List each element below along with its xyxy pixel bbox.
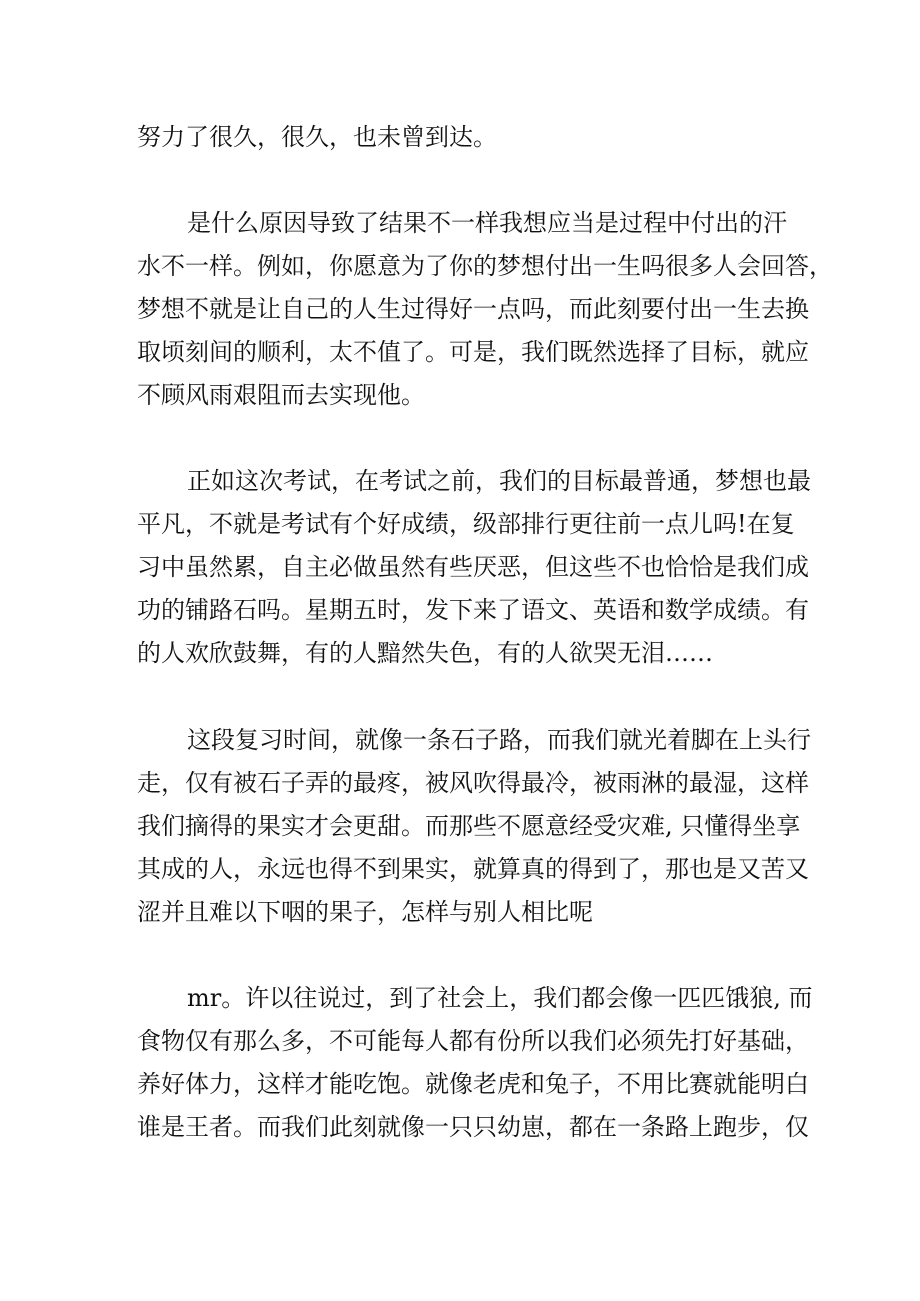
- paragraph-1: [137, 116, 787, 159]
- paragraph-line: 我们摘得的果实才会更甜。而那些不愿意经受灾难, 只懂得坐享: [137, 812, 801, 840]
- paragraph-line: 平凡，不就是考试有个好成绩，级部排行更往前一点儿吗!在复: [137, 510, 795, 538]
- paragraph-line: 的人欢欣鼓舞，有的人黯然失色，有的人欲哭无泪……: [137, 639, 713, 667]
- paragraph-line: 这段复习时间，就像一条石子路，而我们就光着脚在上头行: [187, 726, 811, 754]
- paragraph-2: [137, 202, 833, 417]
- paragraph-line: 正如这次考试，在考试之前，我们的目标最普通，梦想也最: [187, 467, 811, 495]
- paragraph-line: 走，仅有被石子弄的最疼，被风吹得最冷，被雨淋的最湿，这样: [137, 769, 809, 797]
- paragraph-3: [137, 460, 811, 675]
- paragraph-line: 其成的人，永远也得不到果实，就算真的得到了，那也是又苦又: [137, 855, 809, 883]
- paragraph-line: 水不一样。例如，你愿意为了你的梦想付出一生吗很多人会回答，: [137, 252, 833, 280]
- paragraph-line: 梦想不就是让自己的人生过得好一点吗，而此刻要付出一生去换: [137, 295, 809, 323]
- paragraph-line: 养好体力，这样才能吃饱。就像老虎和兔子，不用比赛就能明白: [137, 1070, 809, 1098]
- paragraph-line: 功的铺路石吗。星期五时，发下来了语文、英语和数学成绩。有: [137, 596, 809, 624]
- paragraph-line: 习中虽然累，自主必做虽然有些厌恶，但这些不也恰恰是我们成: [137, 553, 809, 581]
- paragraph-5: [137, 977, 813, 1149]
- paragraph-line: 取顷刻间的顺利，太不值了。可是，我们既然选择了目标，就应: [137, 338, 809, 366]
- paragraph-line: 不顾风雨艰阻而去实现他。: [137, 381, 425, 409]
- paragraph-line: 努力了很久，很久，也未曾到达。: [137, 123, 497, 151]
- paragraph-line: 是什么原因导致了结果不一样我想应当是过程中付出的汗: [187, 209, 787, 237]
- paragraph-line: 谁是王者。而我们此刻就像一只只幼崽，都在一条路上跑步，仅: [137, 1113, 809, 1141]
- paragraph-line: 涩并且难以下咽的果子，怎样与别人相比呢: [137, 898, 593, 926]
- paragraph-line: 食物仅有那么多，不可能每人都有份所以我们必须先打好基础，: [137, 1027, 809, 1055]
- paragraph-4: [137, 719, 811, 934]
- paragraph-line: mr。许以往说过，到了社会上，我们都会像一匹匹饿狼, 而: [187, 984, 813, 1012]
